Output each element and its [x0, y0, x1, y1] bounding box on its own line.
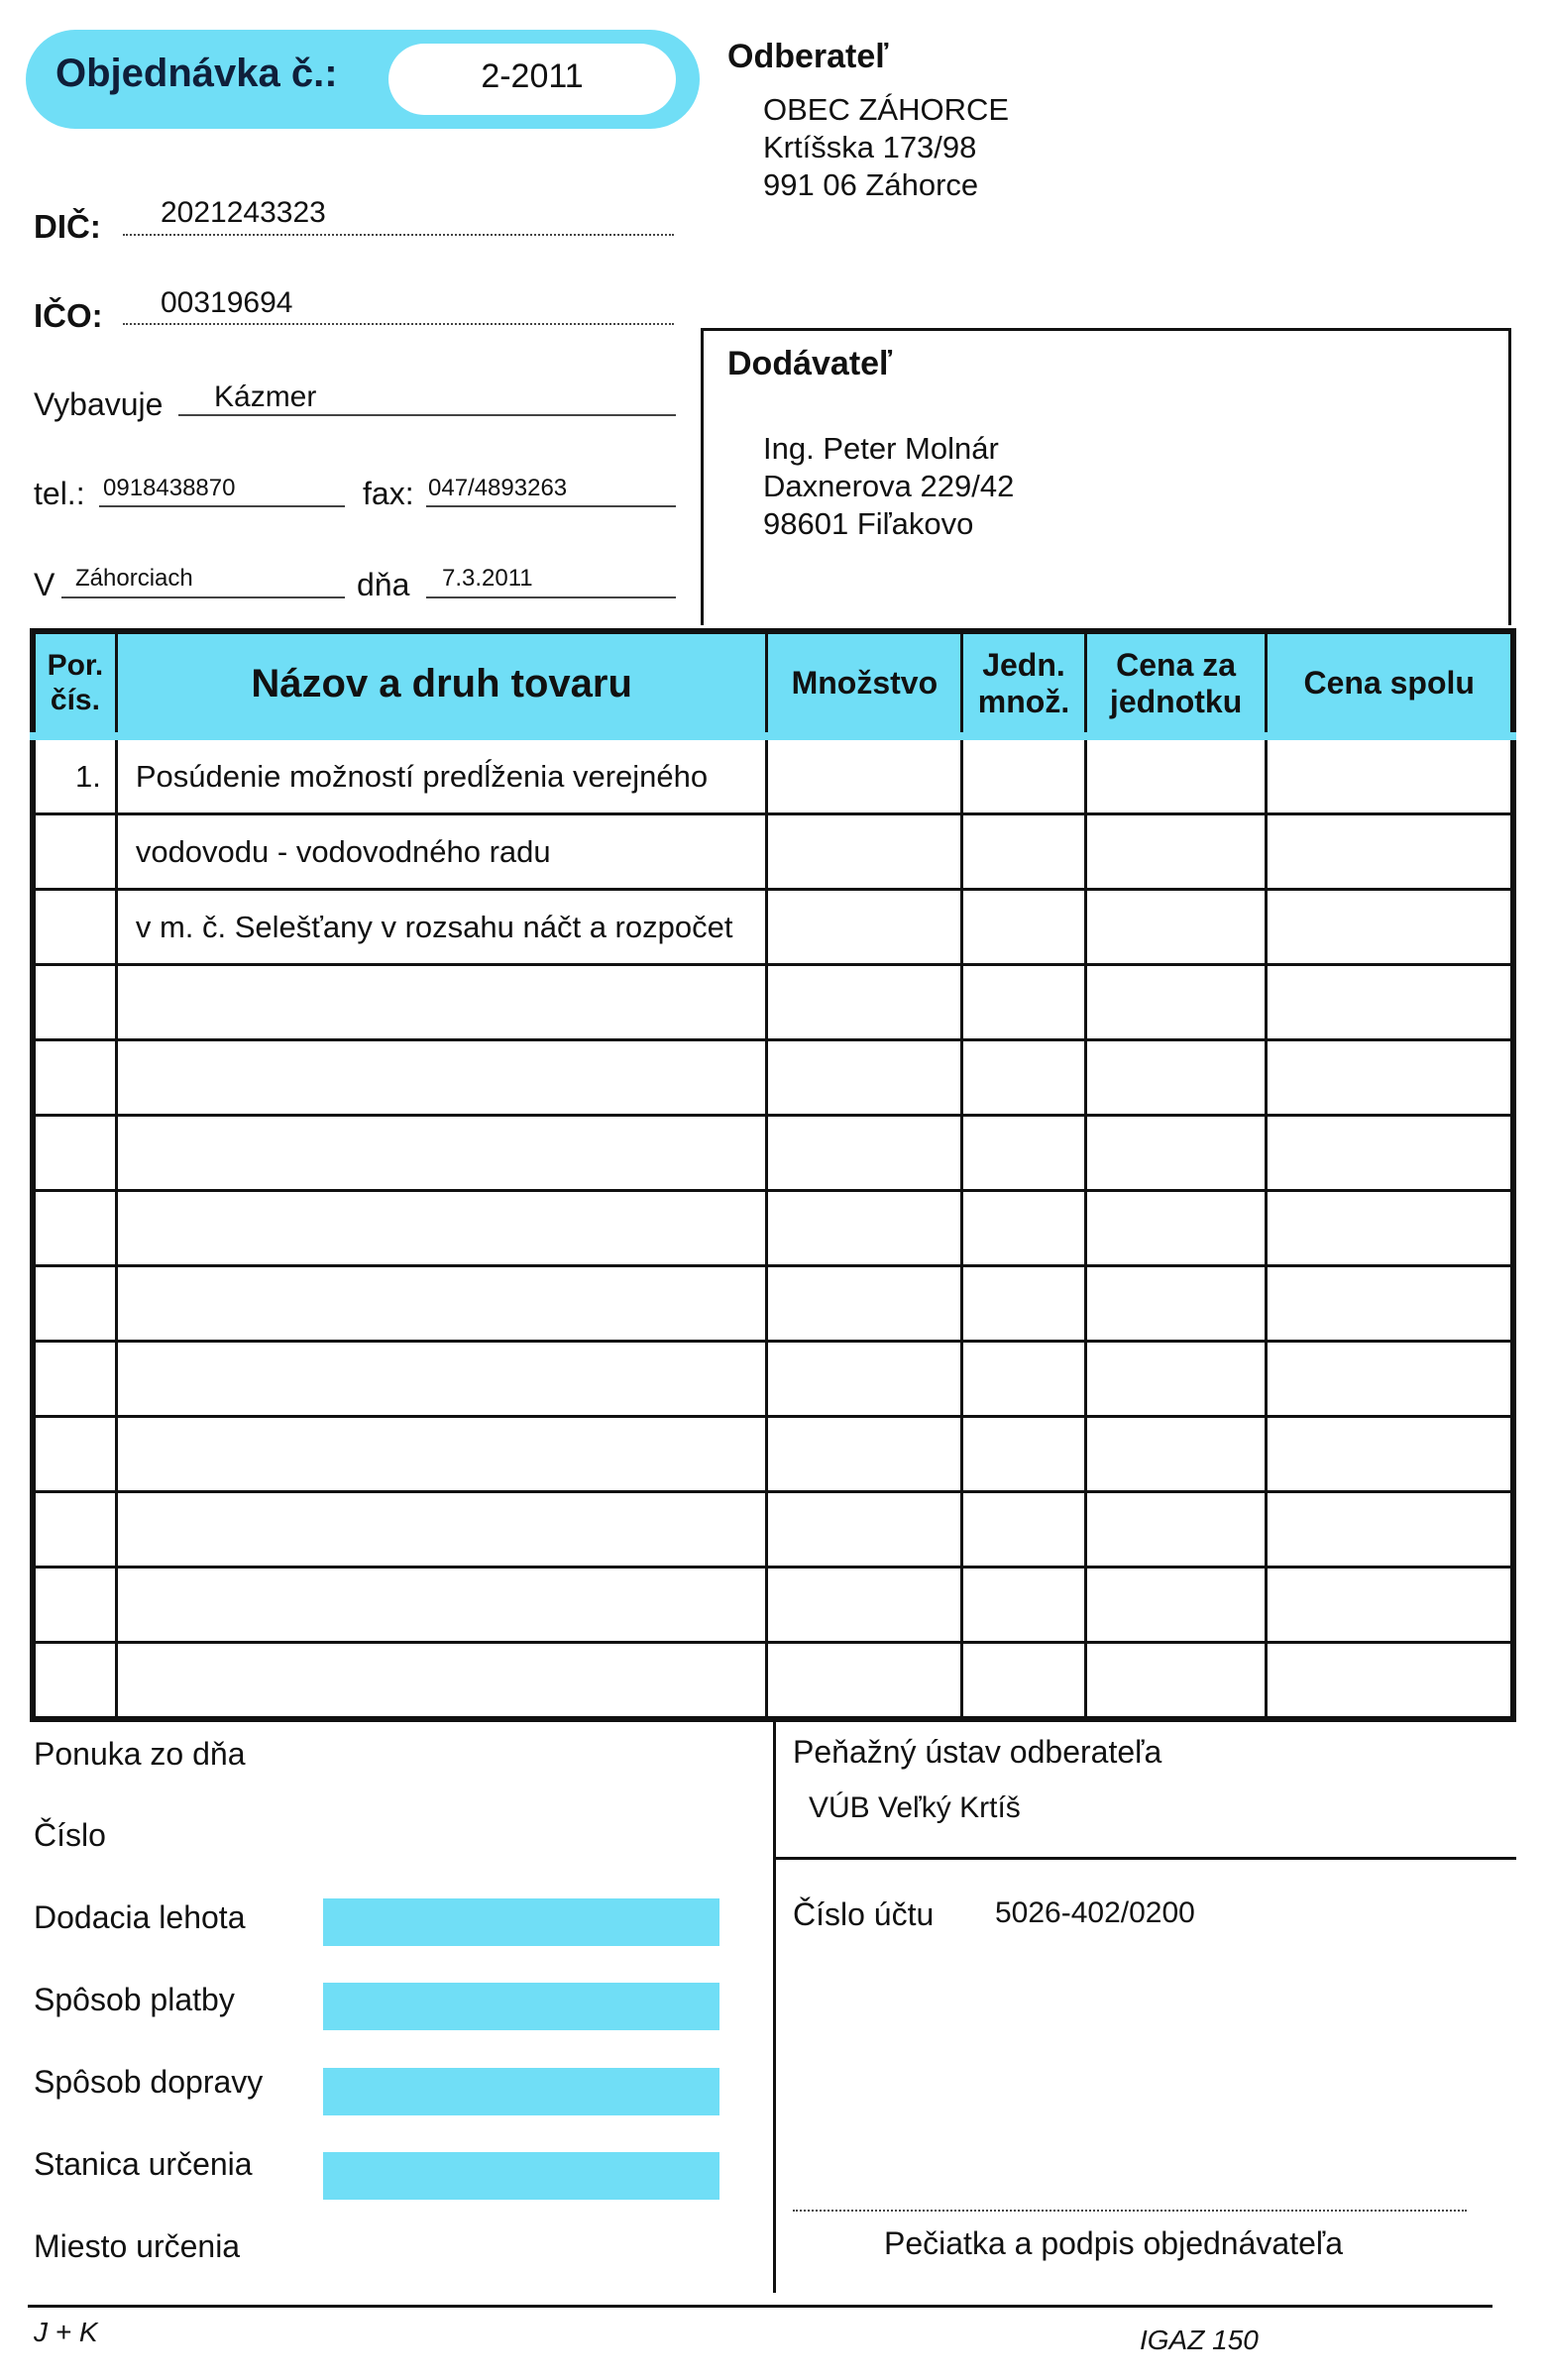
row-total	[1267, 1342, 1513, 1417]
row-description	[116, 1342, 767, 1417]
row-quantity	[767, 814, 962, 890]
payment-method-field[interactable]	[323, 1983, 719, 2030]
dic-value: 2021243323	[161, 196, 326, 229]
row-number	[33, 814, 116, 890]
supplier-street: Daxnerova 229/42	[763, 469, 1015, 503]
row-total	[1267, 1266, 1513, 1342]
customer-name: OBEC ZÁHORCE	[763, 92, 1010, 127]
row-unit	[962, 1191, 1086, 1266]
header-total: Cena spolu	[1267, 631, 1513, 736]
order-label: Objednávka č.:	[55, 52, 338, 95]
header-por	[33, 631, 116, 736]
table-header-row	[33, 631, 1513, 736]
row-quantity	[767, 1417, 962, 1492]
row-unit	[962, 1492, 1086, 1568]
row-number	[33, 965, 116, 1040]
ico-value: 00319694	[161, 286, 293, 319]
row-quantity	[767, 736, 962, 814]
header-por-line2: čís.	[50, 683, 100, 716]
dic-label: DIČ:	[34, 208, 101, 245]
table-row	[33, 1643, 1513, 1720]
dic-line	[123, 234, 674, 236]
supplier-city: 98601 Fiľakovo	[763, 506, 974, 541]
vybavuje-line	[178, 414, 676, 416]
header-name: Názov a druh tovaru	[116, 631, 767, 736]
row-description: v m. č. Selešťany v rozsahu náčt a rozpočet	[116, 890, 767, 965]
fax-label: fax:	[363, 476, 414, 511]
destination-place-label: Miesto určenia	[34, 2228, 241, 2264]
row-unit-price	[1085, 814, 1267, 890]
row-quantity	[767, 1342, 962, 1417]
header-unit-price	[1085, 631, 1267, 736]
table-row	[33, 1492, 1513, 1568]
row-unit	[962, 1417, 1086, 1492]
row-description	[116, 965, 767, 1040]
row-description	[116, 1266, 767, 1342]
row-description	[116, 1191, 767, 1266]
date-line	[426, 596, 676, 598]
row-number	[33, 1191, 116, 1266]
tel-value: 0918438870	[103, 475, 236, 501]
row-description	[116, 1417, 767, 1492]
row-total	[1267, 890, 1513, 965]
row-quantity	[767, 1191, 962, 1266]
vybavuje-value: Kázmer	[214, 380, 317, 413]
row-quantity	[767, 890, 962, 965]
row-unit-price	[1085, 1643, 1267, 1720]
table-row	[33, 890, 1513, 965]
row-number	[33, 1417, 116, 1492]
header-unit-price-line1: Cena za	[1116, 646, 1237, 683]
ico-label: IČO:	[34, 297, 103, 334]
customer-address	[763, 91, 1009, 204]
table-row	[33, 1568, 1513, 1643]
header-unit-line1: Jedn.	[982, 646, 1065, 683]
row-unit	[962, 1342, 1086, 1417]
row-description	[116, 1040, 767, 1116]
delivery-term-label: Dodacia lehota	[34, 1899, 246, 1935]
items-body	[33, 736, 1513, 1719]
place-value: Záhorciach	[75, 565, 193, 592]
row-total	[1267, 965, 1513, 1040]
payment-method-label: Spôsob platby	[34, 1982, 235, 2017]
destination-station-field[interactable]	[323, 2152, 719, 2200]
transport-method-field[interactable]	[323, 2068, 719, 2115]
row-total	[1267, 1643, 1513, 1720]
bank-name: VÚB Veľký Krtíš	[809, 1791, 1021, 1824]
items-table	[30, 628, 1516, 1722]
row-total	[1267, 736, 1513, 814]
row-total	[1267, 1492, 1513, 1568]
row-description	[116, 1116, 767, 1191]
header-unit	[962, 631, 1086, 736]
row-description	[116, 1643, 767, 1720]
row-quantity	[767, 1568, 962, 1643]
row-description	[116, 1492, 767, 1568]
table-row	[33, 1266, 1513, 1342]
table-row	[33, 1342, 1513, 1417]
row-unit-price	[1085, 965, 1267, 1040]
row-number	[33, 890, 116, 965]
row-total	[1267, 1191, 1513, 1266]
row-unit-price	[1085, 1568, 1267, 1643]
row-unit-price	[1085, 736, 1267, 814]
row-unit-price	[1085, 1492, 1267, 1568]
table-row	[33, 1116, 1513, 1191]
row-unit	[962, 890, 1086, 965]
row-unit	[962, 1266, 1086, 1342]
supplier-name: Ing. Peter Molnár	[763, 431, 999, 466]
delivery-term-field[interactable]	[323, 1898, 719, 1946]
row-quantity	[767, 1492, 962, 1568]
bank-label: Peňažný ústav odberateľa	[793, 1734, 1162, 1770]
row-quantity	[767, 1116, 962, 1191]
supplier-address	[763, 430, 1014, 543]
date-label: dňa	[357, 567, 410, 602]
row-quantity	[767, 1643, 962, 1720]
destination-station-label: Stanica určenia	[34, 2146, 253, 2182]
signature-label: Pečiatka a podpis objednávateľa	[884, 2225, 1343, 2261]
row-total	[1267, 1040, 1513, 1116]
signature-line	[793, 2210, 1467, 2212]
row-unit	[962, 1568, 1086, 1643]
row-number	[33, 1342, 116, 1417]
table-row	[33, 965, 1513, 1040]
transport-method-label: Spôsob dopravy	[34, 2064, 264, 2100]
row-description: vodovodu - vodovodného radu	[116, 814, 767, 890]
customer-label: Odberateľ	[727, 38, 889, 75]
row-unit	[962, 1116, 1086, 1191]
row-unit-price	[1085, 1342, 1267, 1417]
date-value: 7.3.2011	[442, 565, 533, 592]
row-quantity	[767, 965, 962, 1040]
row-unit-price	[1085, 1191, 1267, 1266]
offer-number-label: Číslo	[34, 1817, 106, 1853]
fax-value: 047/4893263	[428, 475, 568, 501]
row-total	[1267, 814, 1513, 890]
row-unit	[962, 965, 1086, 1040]
bank-separator	[775, 1857, 1516, 1860]
supplier-label: Dodávateľ	[727, 345, 893, 382]
row-unit-price	[1085, 1040, 1267, 1116]
customer-city: 991 06 Záhorce	[763, 167, 979, 202]
customer-street: Krtíšska 173/98	[763, 130, 977, 164]
row-unit	[962, 736, 1086, 814]
footer-left: J + K	[34, 2317, 98, 2347]
row-number: 1.	[33, 736, 116, 814]
ico-line	[123, 323, 674, 325]
row-unit	[962, 814, 1086, 890]
table-row	[33, 1040, 1513, 1116]
header-unit-line2: množ.	[977, 683, 1070, 719]
row-number	[33, 1568, 116, 1643]
row-unit-price	[1085, 1266, 1267, 1342]
offer-date-label: Ponuka zo dňa	[34, 1736, 246, 1772]
tel-line	[99, 505, 345, 507]
row-description	[116, 1568, 767, 1643]
row-number	[33, 1643, 116, 1720]
place-label: V	[34, 567, 55, 602]
row-total	[1267, 1417, 1513, 1492]
table-row	[33, 814, 1513, 890]
order-number: 2-2011	[481, 57, 584, 95]
row-number	[33, 1266, 116, 1342]
row-unit	[962, 1643, 1086, 1720]
row-number	[33, 1116, 116, 1191]
header-por-line1: Por.	[47, 649, 104, 682]
table-row	[33, 736, 1513, 814]
vybavuje-label: Vybavuje	[34, 386, 164, 422]
fax-line	[426, 505, 676, 507]
row-number	[33, 1040, 116, 1116]
bottom-divider	[773, 1720, 776, 2293]
row-unit	[962, 1040, 1086, 1116]
account-value: 5026-402/0200	[995, 1896, 1195, 1929]
header-qty: Množstvo	[767, 631, 962, 736]
place-line	[61, 596, 345, 598]
header-unit-price-line2: jednotku	[1109, 683, 1243, 719]
row-quantity	[767, 1266, 962, 1342]
table-row	[33, 1191, 1513, 1266]
footer-line	[28, 2305, 1492, 2308]
row-number	[33, 1492, 116, 1568]
row-total	[1267, 1568, 1513, 1643]
footer-form-code: IGAZ 150	[1140, 2325, 1259, 2355]
table-row	[33, 1417, 1513, 1492]
row-total	[1267, 1116, 1513, 1191]
row-unit-price	[1085, 890, 1267, 965]
account-label: Číslo účtu	[793, 1896, 935, 1932]
row-description: Posúdenie možností predĺženia verejného	[116, 736, 767, 814]
row-unit-price	[1085, 1417, 1267, 1492]
tel-label: tel.:	[34, 476, 85, 511]
row-unit-price	[1085, 1116, 1267, 1191]
row-quantity	[767, 1040, 962, 1116]
